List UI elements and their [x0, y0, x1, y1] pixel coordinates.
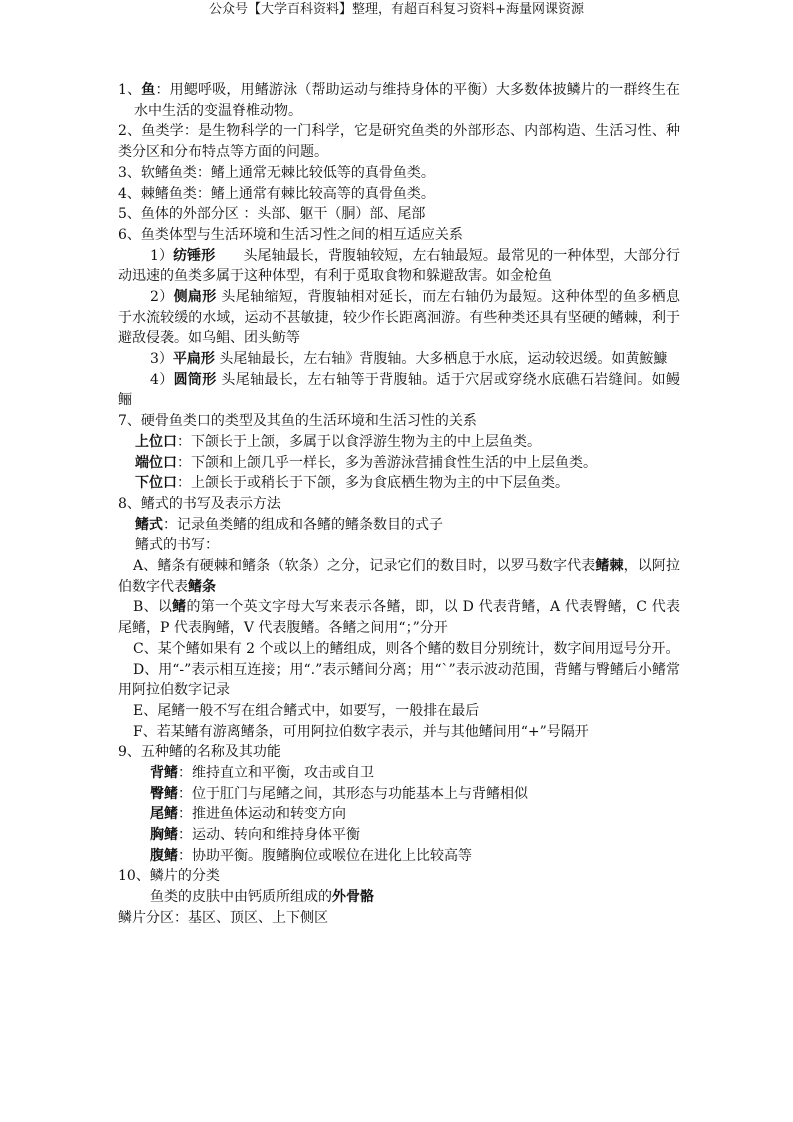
shape-cylindrical: 4）圆筒形 头尾轴最长，左右轴等于背腹轴。适于穴居或穿绕水底礁石岩缝间。如鳗鲡	[118, 371, 680, 409]
section-4: 4、棘鳍鱼类：鳍上通常有棘比较高等的真骨鱼类。	[118, 185, 435, 202]
mouth-inferior: 下位口：上颌长于或稍长于下颌，多为食底栖生物为主的中下层鱼类。	[135, 475, 569, 492]
scale-zones: 鳞片分区：基区、顶区、上下侧区	[118, 909, 328, 926]
rule-b: B、以鳍的第一个英文字母大写来表示各鳍，即，以 D 代表背鳍，A 代表臀鳍，C 代表尾鳍，P 代表胸鳍，V 代表腹鳍。各鳍之间用“；”分开	[118, 599, 681, 637]
shape-depressed: 3）平扁形 头尾轴最长，左右轴》背腹轴。大多栖息于水底，运动较迟缓。如黄鮟鱇	[150, 351, 668, 368]
fin-pectoral: 胸鳍：运动、转向和维持身体平衡	[150, 827, 360, 844]
fin-dorsal: 背鳍：维持直立和平衡，攻击或自卫	[150, 764, 374, 781]
fin-pelvic: 腹鳍：协助平衡。腹鳍胸位或喉位在进化上比较高等	[150, 847, 472, 864]
rule-c: C、某个鳍如果有 2 个或以上的鳍组成，则各个鳍的数目分别统计，数字间用逗号分开。	[133, 640, 680, 657]
shape-fusiform: 1）纺锤形 头尾轴最长，背腹轴较短，左右轴最短。最常见的一种体型，大部分行动迅速的鱼类多属于这种体型，有利于觅取食物和躲避敌害。如金枪鱼	[118, 247, 681, 285]
section-3: 3、软鳍鱼类：鳍上通常无棘比较低等的真骨鱼类。	[118, 164, 435, 181]
section-8: 8、鳍式的书写及表示方法	[118, 495, 281, 512]
rule-f: F、若某鳍有游离鳍条，可用阿拉伯数字表示，并与其他鳍间用“+”号隔开	[133, 723, 589, 740]
term-fish: 鱼	[141, 82, 156, 98]
section-9: 9、五种鳍的名称及其功能	[118, 744, 281, 761]
fin-formula-definition: 鳍式：记录鱼类鳍的组成和各鳍的鳍条数目的式子	[135, 516, 443, 533]
fin-caudal: 尾鳍：推进鱼体运动和转变方向	[150, 806, 346, 823]
fin-anal: 臀鳍：位于肛门与尾鳍之间，其形态与功能基本上与背鳍相似	[150, 785, 528, 802]
section-6: 6、鱼类体型与生活环境和生活习性之间的相互适应关系	[118, 226, 463, 243]
mouth-superior: 上位口：下颌长于上颌，多属于以食浮游生物为主的中上层鱼类。	[135, 433, 541, 450]
rule-a: A、鳍条有硬棘和鳍条（软条）之分，记录它们的数目时，以罗马数字代表鳍棘，以阿拉伯数字代表鳍条	[118, 558, 681, 595]
fin-formula-writing: 鳍式的书写：	[135, 537, 219, 554]
section-1: 1、鱼：用鳃呼吸，用鳍游泳（帮助运动与维持身体的平衡）大多数体披鳞片的一群终生在水中生活的变温脊椎动物。	[118, 82, 681, 119]
rule-e: E、尾鳍一般不写在组合鳍式中，如要写，一般排在最后	[133, 702, 480, 719]
section-10: 10、鳞片的分类	[118, 868, 220, 885]
section-2: 2、鱼类学：是生物科学的一门科学，它是研究鱼类的外部形态、内部构造、生活习性、种类分区和分布特点等方面的问题。	[118, 123, 680, 161]
scale-exoskeleton: 鱼类的皮肤中由钙质所组成的外骨骼	[150, 889, 374, 906]
document-body	[118, 80, 680, 928]
section-5: 5、鱼体的外部分区 ：头部、躯干（胴）部、尾部	[118, 206, 426, 223]
shape-compressed: 2）侧扁形 头尾轴缩短，背腹轴相对延长，而左右轴仍为最短。这种体型的鱼多栖息于水流较缓的水域，运动不甚敏捷，较少作长距离洄游。有些种类还具有坚硬的鳍棘，利于避敌侵袭。如乌鲳、团头鲂等	[118, 288, 680, 347]
page-header: 公众号【大学百科资料】整理，有超百科复习资料+海量网课资源	[209, 2, 584, 17]
mouth-terminal: 端位口：下颌和上颌几乎一样长，多为善游泳营捕食性生活的中上层鱼类。	[135, 454, 597, 471]
section-7: 7、硬骨鱼类口的类型及其鱼的生活环境和生活习性的关系	[118, 413, 477, 430]
rule-d: D、用“-”表示相互连接；用“.”表示鳍间分离；用“`”表示波动范围，背鳍与臀鳍后小鳍常用阿拉伯数字记录	[118, 661, 680, 699]
